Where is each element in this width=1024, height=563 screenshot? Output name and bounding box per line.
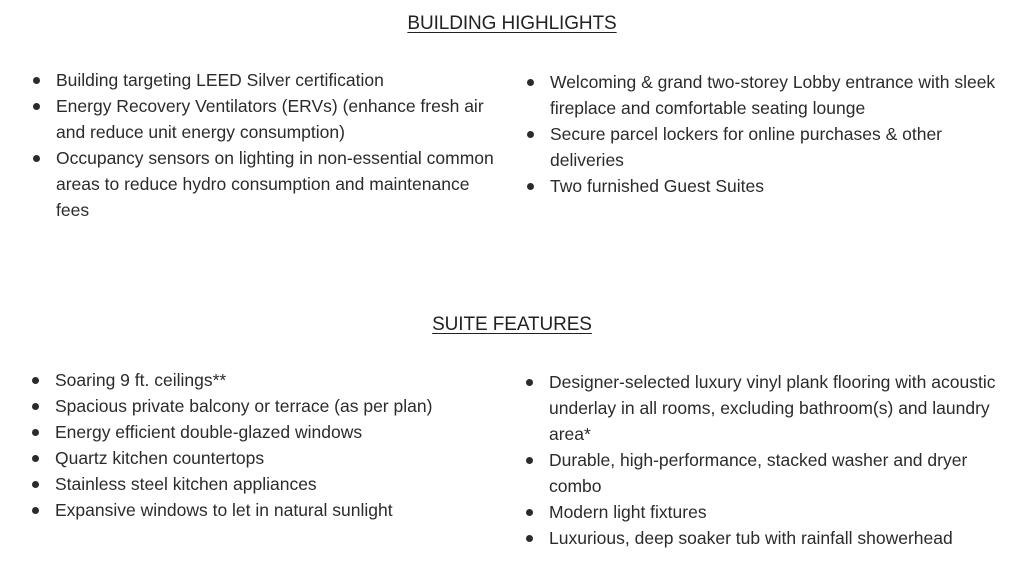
suite-features-right-list [522, 369, 1012, 551]
building-highlights-left-list [29, 67, 499, 223]
list-item: Secure parcel lockers for online purchases & other deliveries [523, 121, 1013, 173]
list-item: Occupancy sensors on lighting in non-essential common areas to reduce hydro consumption and maintenance fees [29, 145, 499, 223]
building-highlights-title: BUILDING HIGHLIGHTS [407, 13, 617, 34]
list-item: Stainless steel kitchen appliances [28, 471, 498, 497]
list-item: Energy efficient double-glazed windows [28, 419, 498, 445]
list-item: Modern light fixtures [522, 499, 1012, 525]
list-item: Durable, high-performance, stacked washer and dryer combo [522, 447, 1012, 499]
list-item: Expansive windows to let in natural sunlight [28, 497, 498, 523]
list-item: Soaring 9 ft. ceilings** [28, 367, 498, 393]
list-item: Two furnished Guest Suites [523, 173, 1013, 199]
list-item: Energy Recovery Ventilators (ERVs) (enhance fresh air and reduce unit energy consumption) [29, 93, 499, 145]
building-highlights-right-list [523, 69, 1013, 199]
list-item: Luxurious, deep soaker tub with rainfall showerhead [522, 525, 1012, 551]
list-item: Quartz kitchen countertops [28, 445, 498, 471]
list-item: Designer-selected luxury vinyl plank flooring with acoustic underlay in all rooms, excluding bathroom(s) and laundry area* [522, 369, 1012, 447]
list-item: Welcoming & grand two-storey Lobby entrance with sleek fireplace and comfortable seating lounge [523, 69, 1013, 121]
suite-features-title: SUITE FEATURES [432, 314, 592, 335]
list-item: Spacious private balcony or terrace (as per plan) [28, 393, 498, 419]
list-item: Building targeting LEED Silver certification [29, 67, 499, 93]
suite-features-left-list [28, 367, 498, 523]
